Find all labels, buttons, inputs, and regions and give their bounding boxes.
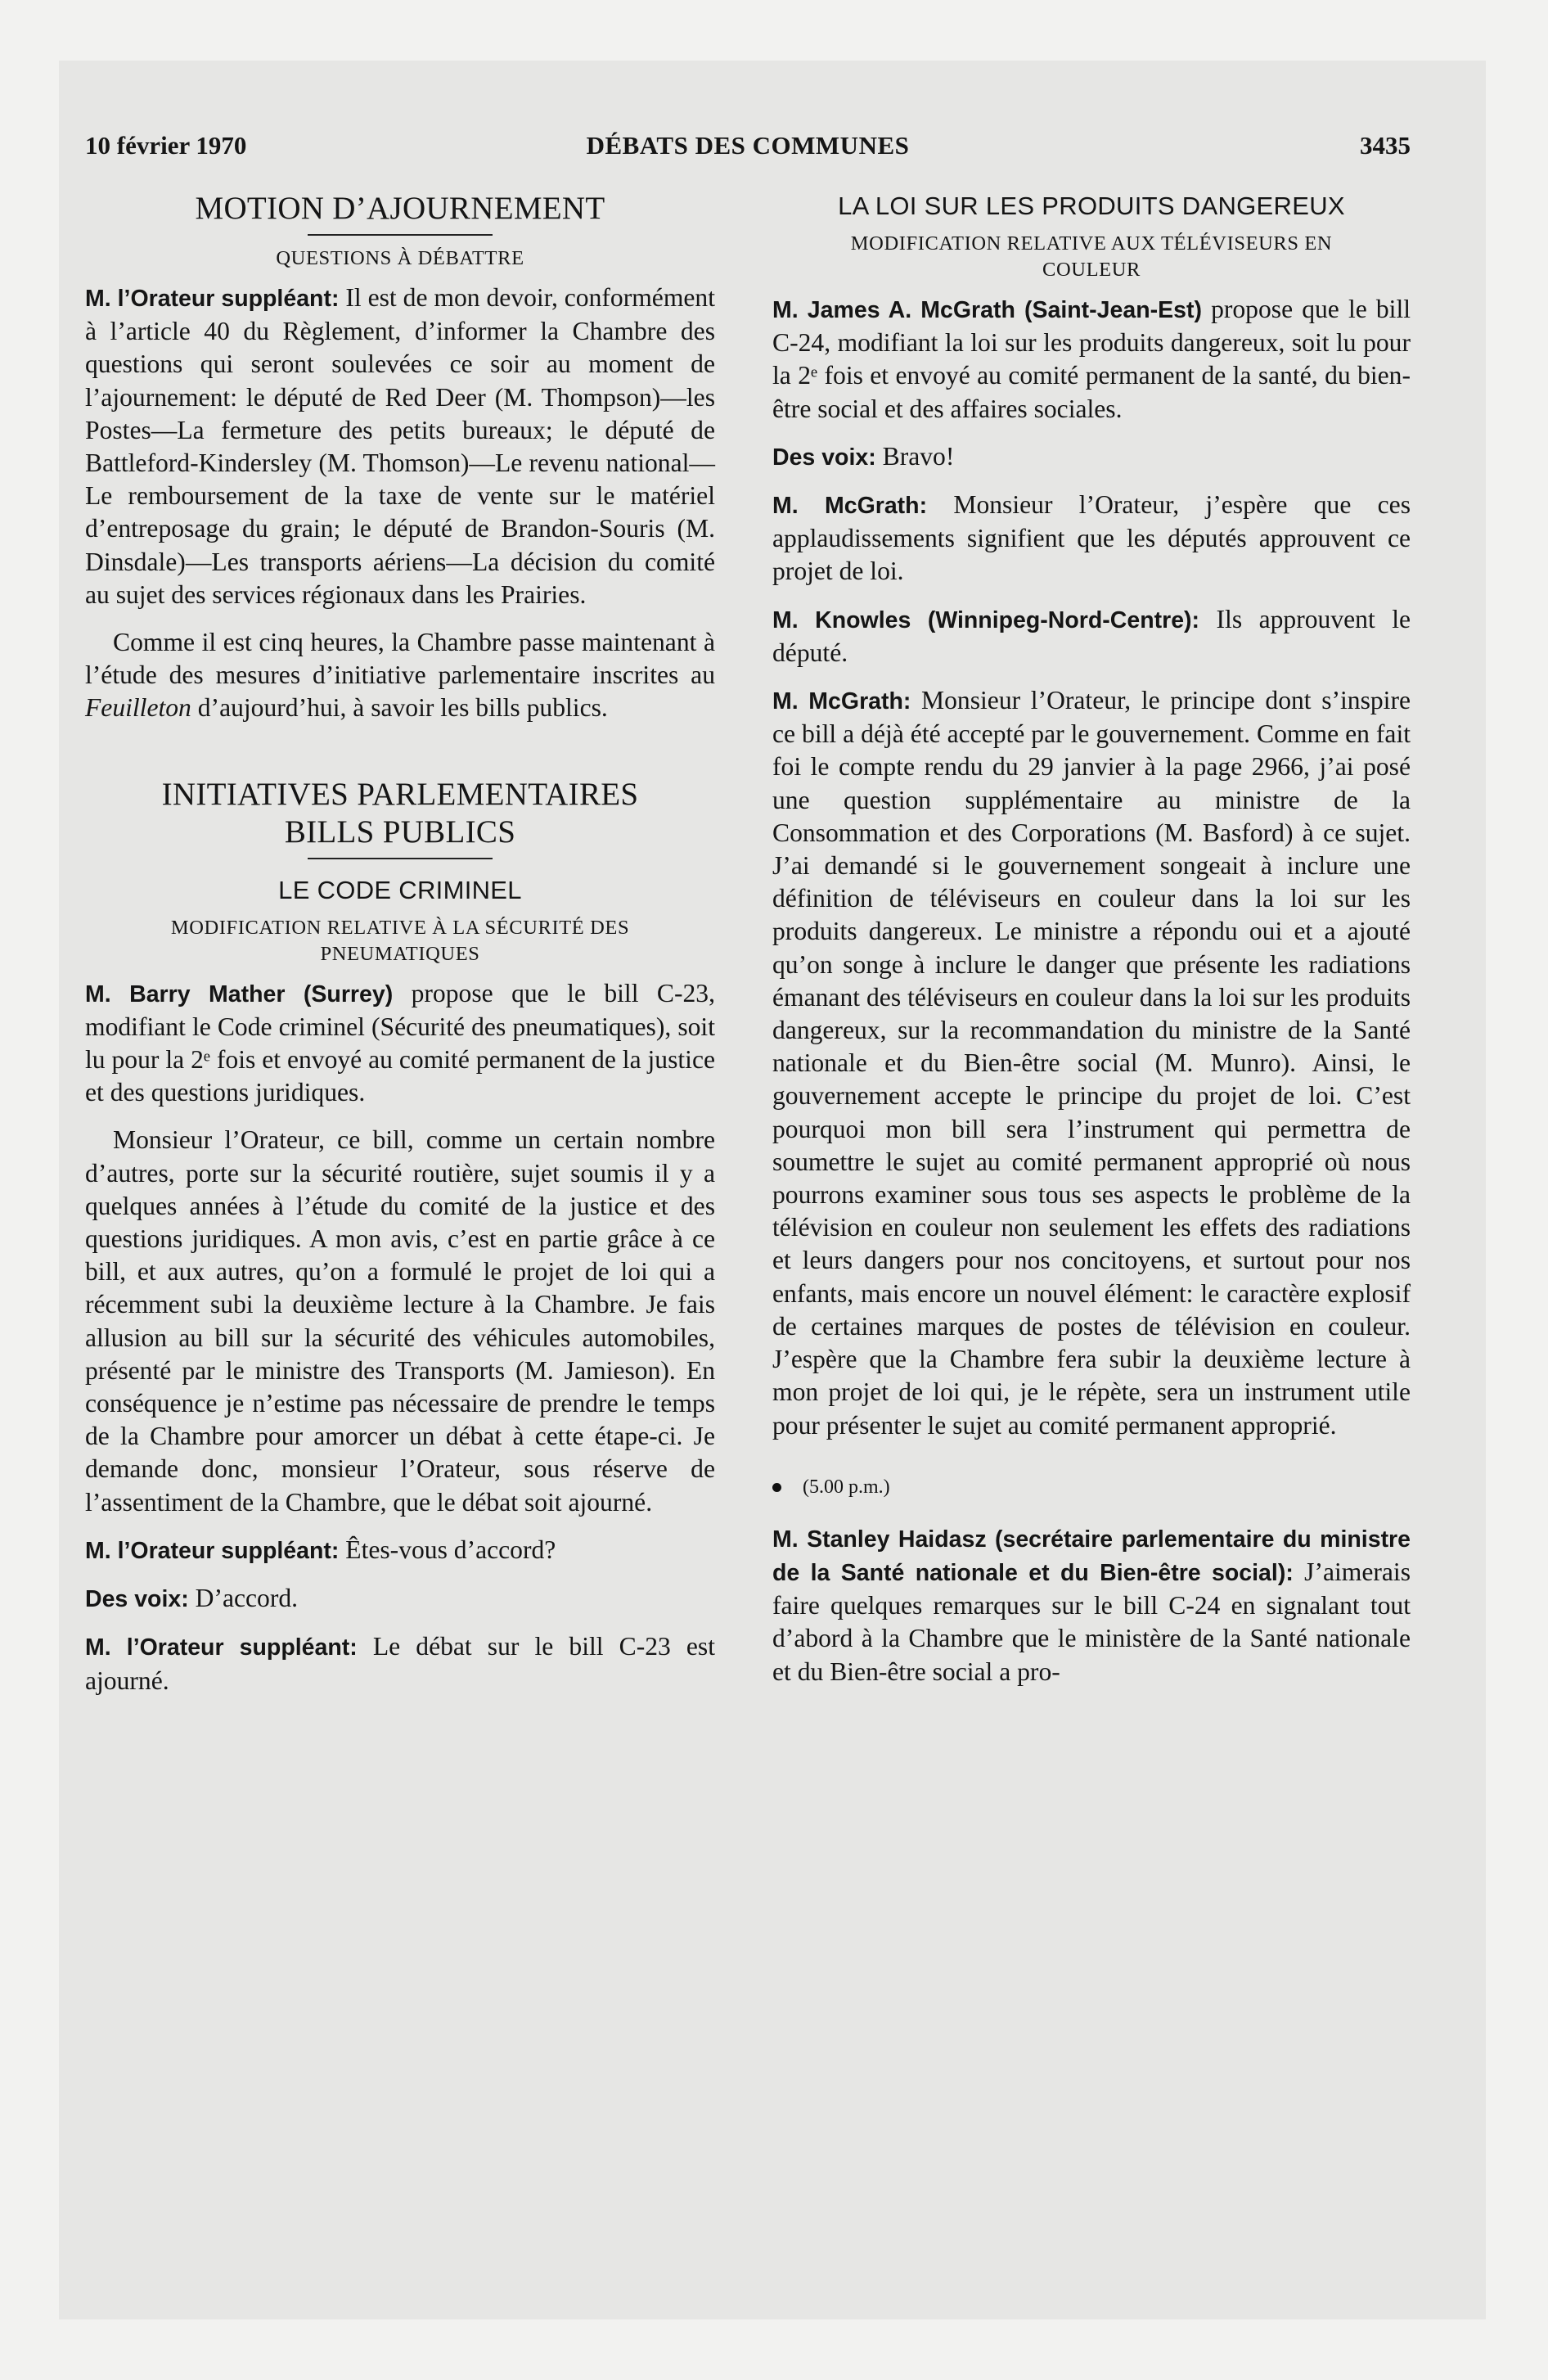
section-rule [308,234,493,236]
bullet-icon [772,1483,781,1492]
timestamp: (5.00 p.m.) [803,1476,890,1498]
subtitle-tire-safety: MODIFICATION RELATIVE À LA SÉCURITÉ DES PNEUMATIQUES [170,916,630,965]
paragraph-speaker-announcement [85,282,715,611]
paragraph-voices-agree [85,1582,715,1616]
speaker-name: M. l’Orateur suppléant: [85,286,340,312]
rubric-hazardous-products: LA LOI SUR LES PRODUITS DANGEREUX [838,192,1345,220]
section-subtitle-questions: QUESTIONS À DÉBATTRE [276,247,524,269]
paragraph-text: propose que le bill C-24, modifiant la loi sur les produits dangereux, soit lu pour la 2ᵉ fois et envoyé au comité permanent de la santé, du bien-être social et des affaires sociales. [772,295,1411,423]
paragraph-text: Monsieur l’Orateur, j’espère que ces applaudissements signifient que les députés approuvent ce projet de loi. [772,490,1411,586]
paragraph-text: D’accord. [188,1584,299,1613]
speaker-name: M. McGrath: [772,688,911,715]
subtitle-color-tv: MODIFICATION RELATIVE AUX TÉLÉVISEURS EN COULEUR [850,232,1333,281]
running-header [85,131,1411,167]
paragraph-mather-motion [85,977,715,1110]
paragraph-text: Le débat sur le bill C-23 est ajourné. [85,1632,715,1695]
speaker-name: M. James A. McGrath (Saint-Jean-Est) [772,297,1202,323]
header-title: DÉBATS DES COMMUNES [586,131,910,160]
speaker-name: M. l’Orateur suppléant: [85,1634,358,1661]
paragraph-mcgrath-motion [772,293,1411,426]
header-date: 10 février 1970 [85,131,247,160]
paragraph-text: Bravo! [875,441,955,471]
speaker-name: M. Knowles (Winnipeg-Nord-Centre): [772,606,1200,633]
paragraph-text: J’aimerais faire quelques remarques sur le bill C-24 en signalant tout d’abord à la Chambre que le ministère de la Santé nationale et du Bien-être social a pro- [772,1557,1411,1686]
paragraph-text: Ils approuvent le député. [772,604,1411,667]
paragraph-text: Il est de mon devoir, conformément à l’article 40 du Règlement, d’informer la Chambre des questions qui seront soulevées ce soir au moment de l’ajournement: le député de Red Deer (M. Thompson)—les Postes—La fermeture des petits bureaux; le député de Battleford-Kindersley (M. Thomson)—Le revenu national—Le remboursement de la taxe de vente sur le matériel d’entreposage du grain; le député de Brandon-Souris (M. Dinsdale)—Les transports aériens—La décision du comité au sujet des services régionaux dans les Prairies. [85,283,716,609]
section-title-adjournment: MOTION D’AJOURNEMENT [195,191,605,226]
paragraph-voices-bravo [772,440,1411,474]
right-column [772,190,1411,1703]
speaker-name: M. Barry Mather (Surrey) [85,980,394,1007]
speaker-name: Des voix: [772,444,876,471]
page-number: 3435 [1360,131,1411,160]
paragraph-text: Monsieur l’Orateur, le principe dont s’inspire ce bill a déjà été accepté par le gouvernement. Comme en fait foi le compte rendu du 29 janvier à la page 2966, j’ai posé une question supplémentaire au ministre de la Consommation et des Corporations (M. Basford) à ce sujet. J’ai demandé si le gouvernement songeait à inclure une définition de téléviseurs en couleur dans la loi sur les produits dangereux. Le ministre a répondu oui et a ajouté qu’on songe à inclure le danger que présente les radiations émanant des téléviseurs en couleur dans la loi sur les produits dangereux, sur la recommandation du ministre de la Santé nationale et du Bien-être social (M. Munro). Ainsi, le gouvernement accepte le principe du projet de loi. C’est pourquoi mon bill sera l’instrument qui permettra de soumettre le sujet au comité permanent approprié où nous pourrons examiner sous tous ses aspects le problème de la télévision en couleur non seulement les effets des radiations et leurs dangers pour nos concitoyens, et surtout pour nos enfants, mais encore un nouvel élément: le caractère explosif de certaines marques de postes de télévision en couleur. J’espère que la Chambre fera subir la deuxième lecture à mon projet de loi qui, je le répète, sera un instrument utile pour présenter le sujet au comité permanent approprié. [772,686,1411,1440]
timestamp-line [772,1475,1411,1499]
paragraph-haidasz [772,1522,1411,1688]
paragraph-text: d’aujourd’hui, à savoir les bills publics. [191,693,608,723]
paragraph-text: Êtes-vous d’accord? [339,1535,556,1564]
rubric-criminal-code: LE CODE CRIMINEL [278,875,522,904]
left-column [85,190,715,1712]
paragraph-mcgrath-applause [772,489,1411,588]
italic-feuilleton: Feuilleton [85,693,191,723]
section-title-initiatives: INITIATIVES PARLEMENTAIRES [161,776,639,812]
speaker-name: Des voix: [85,1586,189,1613]
paragraph-mather-speech: Monsieur l’Orateur, ce bill, comme un certain nombre d’autres, porte sur la sécurité routière, sujet soumis il y a quelques années à l’étude du comité de la justice et des questions juridiques. A mon avis, c’est en partie grâce à ce bill, et aux autres, qu’on a formulé le projet de loi qui a récemment subi la deuxième lecture à la Chambre. Je fais allusion au bill sur la sécurité des véhicules automobiles, présenté par le ministre des Transports (M. Jamieson). En conséquence je n’estime pas nécessaire de prendre le temps de la Chambre pour amorcer un débat à cette étape-ci. Je demande donc, monsieur l’Orateur, sous réserve de l’assentiment de la Chambre, que le débat soit ajourné. [85,1125,715,1517]
paragraph-knowles [772,603,1411,669]
section-rule [308,858,493,859]
speaker-name: M. l’Orateur suppléant: [85,1537,340,1564]
paragraph-debate-adjourned [85,1630,715,1697]
section-title-public-bills: BILLS PUBLICS [284,814,516,850]
paragraph-five-oclock [85,626,715,725]
paragraph-speaker-agree [85,1534,715,1567]
speaker-name: M. Stanley Haidasz (secrétaire parlementaire du ministre de la Santé nationale et du Bien-être social): [772,1526,1411,1586]
speaker-name: M. McGrath: [772,493,928,520]
paragraph-mcgrath-speech [772,684,1411,1442]
paragraph-text: Comme il est cinq heures, la Chambre passe maintenant à l’étude des mesures d’initiative parlementaire inscrites au [85,628,715,690]
paragraph-text: propose que le bill C-23, modifiant le Code criminel (Sécurité des pneumatiques), soit lu pour la 2ᵉ fois et envoyé au comité permanent de la justice et des questions juridiques. [85,978,715,1107]
